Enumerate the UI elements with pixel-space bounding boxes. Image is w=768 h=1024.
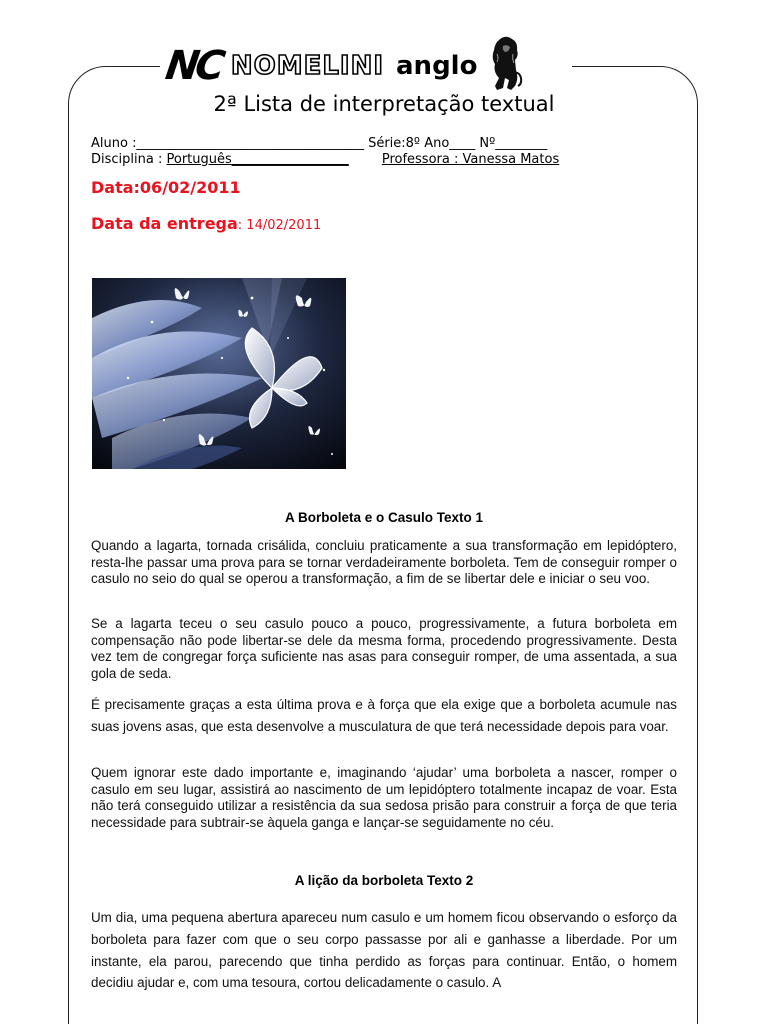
logo-anglo: anglo — [396, 51, 478, 81]
text1-paragraph-1: Quando a lagarta, tornada crisálida, concluiu praticamente a sua transformação em lepidóptero, resta-lhe passar uma prova para se tornar verdadeiramente borboleta. Tem de conseguir romper o casulo no seio do qual se operou a transformação, a fim de se libertar dele e iniciar o seu voo. — [91, 538, 677, 586]
text1-heading: A Borboleta e o Casulo Texto 1 — [284, 510, 484, 525]
delivery-date-value: : 14/02/2011 — [237, 218, 322, 233]
discipline-label: Disciplina : — [91, 152, 167, 167]
delivery-date — [91, 214, 321, 233]
teacher-name: Professora : Vanessa Matos — [381, 152, 560, 167]
text1-paragraph-4: Quem ignorar este dado importante e, imaginando ‘ajudar’ uma borboleta a nascer, romper o casulo em seu lugar, assistirá ao nascimento de um lepidóptero totalmente incapaz de voar. Esta não terá conseguido utilizar a resistência da sua sedosa prisão para construir a força de que teria necessidade para subtrair-se àquela ganga e lançar-se seguidamente no céu. — [91, 765, 677, 830]
assignment-date: Data:06/02/2011 — [91, 178, 241, 197]
butterflies-flower-image — [92, 278, 346, 469]
school-logo — [162, 44, 529, 88]
text2-heading: A lição da borboleta Texto 2 — [294, 873, 474, 888]
logo-nomelini: NOMELINI — [230, 51, 385, 81]
student-info-line: Aluno :___________________________________ Série:8º Ano____ Nº________ — [91, 136, 548, 151]
text2-paragraph-1: Um dia, uma pequena abertura apareceu num casulo e um homem ficou observando o esforço da borboleta para fazer com que o seu corpo passasse por ali e ganhasse a liberdade. Por um instante, ela parou, parecendo que tinha perdido as forças para continuar. Então, o homem decidiu ajudar e, com uma tesoura, cortou delicadamente o casulo. A — [91, 910, 677, 991]
discipline-line — [91, 152, 559, 167]
lion-mascot-icon — [485, 34, 525, 92]
text1-paragraph-2: Se a lagarta teceu o seu casulo pouco a pouco, progressivamente, a futura borboleta em compensação não pode libertar-se dele da mesma forma, procedendo progressivamente. Desta vez tem de congregar força suficiente nas asas para conseguir romper, de uma assentada, a sua gola de seda. — [91, 616, 677, 681]
text1-paragraph-3: É precisamente graças a esta última prova e à força que ela exige que a borboleta acumule nas suas jovens asas, que esta desenvolve a musculatura de que terá necessidade depois para voar. — [91, 697, 677, 734]
page-title: 2ª Lista de interpretação textual — [213, 92, 555, 116]
discipline-value: Português__________________ — [166, 152, 349, 167]
logo-nc: NC — [162, 43, 225, 89]
delivery-date-label: Data da entrega — [91, 214, 238, 233]
